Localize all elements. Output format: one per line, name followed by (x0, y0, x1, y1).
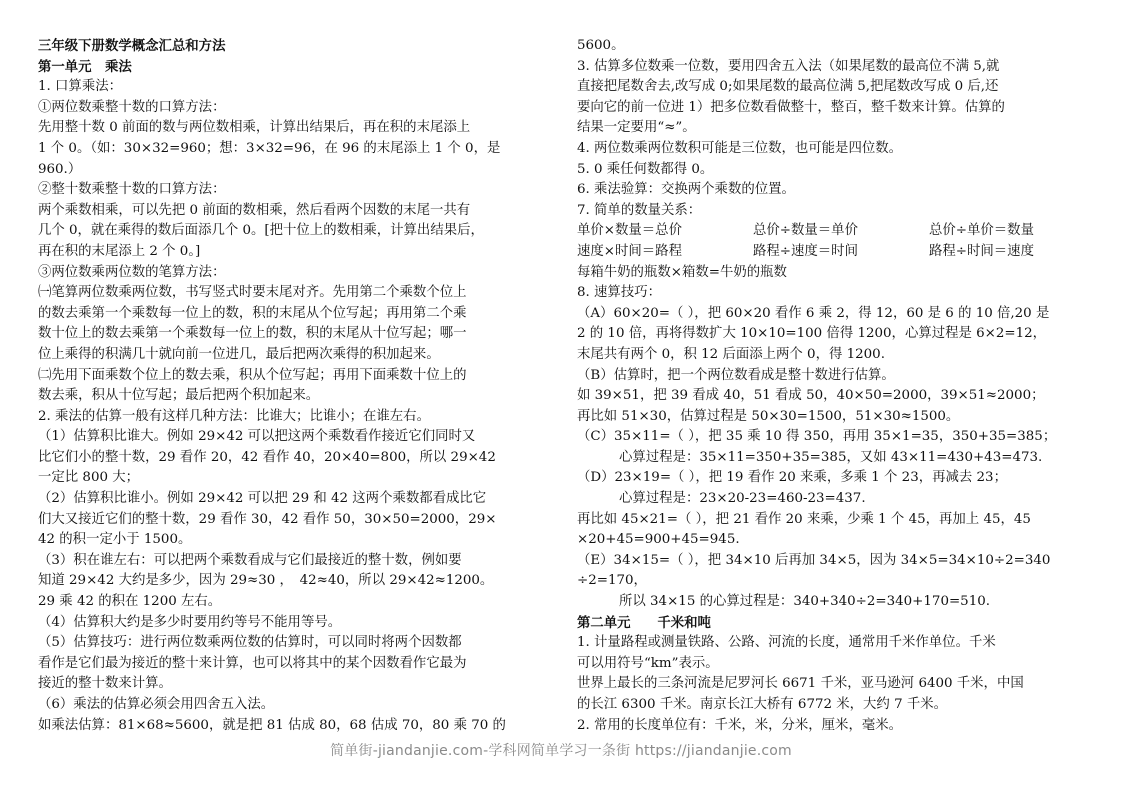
text-line: 1. 口算乘法： (38, 79, 122, 95)
text-line: （B）估算时，把一个两位数看成是整十数进行估算。 (577, 367, 895, 383)
right-column (577, 36, 1087, 736)
relation-row (577, 242, 1087, 263)
text-line: 直接把尾数舍去,改写成 0;如果尾数的最高位满 5,把尾数改写成 0 后,还 (577, 79, 999, 95)
text-line: 的数去乘第一个乘数每一位上的数，积的末尾从个位写起；再用第二个乘 (38, 305, 467, 321)
text-line: 要向它的前一位进 1）把多位数看做整十，整百，整千数来计算。估算的 (577, 99, 1005, 115)
text-line: 7. 简单的数量关系： (577, 202, 702, 218)
text-line: 960.） (38, 161, 82, 177)
text-line: 先用整十数 0 前面的数与两位数相乘，计算出结果后，再在积的末尾添上 (38, 120, 471, 136)
text-line: 几个 0，就在乘得的数后面添几个 0。[把十位上的数相乘，计算出结果后， (38, 223, 484, 239)
text-line: 比它们小的整十数，29 看作 20，42 看作 40，20×40=800，所以 29×42 (38, 449, 496, 465)
text-line: 2. 乘法的估算一般有这样几种方法：比谁大；比谁小；在谁左右。 (38, 408, 430, 424)
text-line: 再比如 51×30，估算过程是 50×30=1500，51×30≈1500。 (577, 408, 960, 424)
text-line: ③两位数乘两位数的笔算方法： (38, 264, 226, 280)
unit-two-heading: 第二单元 千米和吨 (577, 614, 711, 631)
text-line: 如 39×51，把 39 看成 40，51 看成 50，40×50=2000，39×51≈2000； (577, 388, 1045, 404)
text-line: 一定比 800 大； (38, 470, 140, 486)
text-line: 2. 常用的长度单位有：千米，米，分米，厘米，毫米。 (577, 717, 903, 733)
text-line: 们大又接近它们的整十数，29 看作 30，42 看作 50，30×50=2000，29× (38, 511, 497, 527)
footer-watermark: 简单街-jiandanjie.com-学科网简单学习一条街 https://jiandanjie.com (330, 743, 792, 759)
text-line: （D）23×19=（ ），把 19 看作 20 来乘，多乘 1 个 23，再减去 23； (577, 470, 1007, 486)
text-line: （1）估算积比谁大。例如 29×42 可以把这两个乘数看作接近它们同时又 (38, 429, 476, 445)
text-line: 末尾共有两个 0，积 12 后面添上两个 0，得 1200. (577, 346, 885, 362)
relation-formula: 单价×数量＝总价 (577, 223, 682, 239)
text-line: 所以 34×15 的心算过程是：340+340÷2=340+170=510. (619, 594, 990, 610)
relation-formula: 路程÷时间＝速度 (929, 243, 1034, 259)
text-line: 29 乘 42 的积在 1200 左右。 (38, 594, 222, 610)
text-line: 的长江 6300 千米。南京长江大桥有 6772 米，大约 7 千米。 (577, 697, 948, 712)
text-line: 8. 速算技巧： (577, 285, 661, 301)
text-line: （5）估算技巧：进行两位数乘两位数的估算时，可以同时将两个因数都 (38, 635, 462, 651)
relation-row (577, 221, 1087, 242)
relation-formula: 路程÷速度＝时间 (753, 243, 858, 259)
left-column (38, 36, 552, 736)
text-line: 4. 两位数乘两位数积可能是三位数，也可能是四位数。 (577, 140, 903, 156)
text-line: 42 的积一定小于 1500。 (38, 532, 192, 548)
text-line: 心算过程是：35×11=350+35=385，又如 43×11=430+43=473. (619, 449, 1043, 465)
text-line: （6）乘法的估算必须会用四舍五入法。 (38, 697, 275, 712)
text-line: （4）估算积大约是多少时要用约等号不能用等号。 (38, 614, 342, 630)
relation-formula: 总价÷数量＝单价 (753, 223, 858, 239)
text-line: ②整十数乘整十数的口算方法： (38, 182, 226, 198)
text-line: ×20+45=900+45=945. (577, 532, 740, 548)
text-line: 位上乘得的积满几十就向前一位进几，最后把两次乘得的积加起来。 (38, 346, 440, 362)
text-line: （A）60×20=（ ），把 60×20 看作 6 乘 2，得 12，60 是 6 的 10 倍,20 是 (577, 305, 1050, 321)
text-line: 看作是它们最为接近的整十来计算，也可以将其中的某个因数看作它最为 (38, 655, 467, 671)
text-line: 3. 估算多位数乘一位数，要用四舍五入法（如果尾数的最高位不满 5,就 (577, 58, 1000, 74)
text-line: ÷2=170， (577, 573, 647, 589)
text-line: 可以用符号“km”表示。 (577, 655, 719, 671)
text-line: 5. 0 乘任何数都得 0。 (577, 161, 714, 177)
text-line: 两个乘数相乘，可以先把 0 前面的数相乘，然后看两个因数的末尾一共有 (38, 202, 471, 218)
relation-formula: 速度×时间＝路程 (577, 243, 682, 259)
text-line: 数十位上的数去乘第一个乘数每一位上的数，积的末尾从十位写起；哪一 (38, 326, 467, 342)
unit-one-heading: 第一单元 乘法 (38, 58, 132, 75)
text-line: 1 个 0。（如：30×32=960；想：3×32=96，在 96 的末尾添上 1 个 0，是 (38, 140, 501, 156)
text-line: ①两位数乘整十数的口算方法： (38, 99, 226, 115)
text-line: 心算过程是：23×20-23=460-23=437. (619, 491, 866, 507)
text-line: 接近的整十数来计算。 (38, 676, 172, 692)
text-line: 世界上最长的三条河流是尼罗河长 6671 千米，亚马逊河 6400 千米，中国 (577, 676, 1024, 692)
document-title: 三年级下册数学概念汇总和方法 (38, 38, 226, 54)
text-line: ㈠笔算两位数乘两位数，书写竖式时要末尾对齐。先用第二个乘数个位上 (38, 285, 467, 301)
text-line: （E）34×15=（ ），把 34×10 后再加 34×5，因为 34×5=34×10÷2=340 (577, 552, 1051, 568)
text-line: （3）积在谁左右：可以把两个乘数看成与它们最接近的整十数，例如要 (38, 552, 462, 568)
text-line: 数去乘，积从十位写起；最后把两个积加起来。 (38, 388, 320, 404)
text-line: （C）35×11=（ ），把 35 乘 10 得 350，再用 35×1=35，350+35=385； (577, 429, 1057, 445)
text-line: 如乘法估算：81×68≈5600，就是把 81 估成 80，68 估成 70，80 乘 70 的 (38, 717, 506, 733)
text-line: 知道 29×42 大约是多少，因为 29≈30 ， 42≈40，所以 29×42≈1200。 (38, 573, 494, 589)
relation-formula: 总价÷单价＝数量 (929, 223, 1034, 239)
text-line: 结果一定要用“≈”。 (577, 120, 696, 136)
text-line: 1. 计量路程或测量铁路、公路、河流的长度，通常用千米作单位。千米 (577, 635, 996, 651)
text-line: 再比如 45×21=（ ），把 21 看作 20 来乘，少乘 1 个 45，再加上 45，45 (577, 511, 1031, 527)
text-line: 6. 乘法验算：交换两个乘数的位置。 (577, 182, 795, 198)
text-line: 5600。 (577, 38, 625, 53)
text-line: 每箱牛奶的瓶数×箱数=牛奶的瓶数 (577, 264, 787, 280)
text-line: 2 的 10 倍，再将得数扩大 10×10=100 倍得 1200，心算过程是 6×2=12， (577, 326, 1047, 342)
text-line: ㈡先用下面乘数个位上的数去乘，积从个位写起；再用下面乘数十位上的 (38, 367, 467, 383)
text-line: 再在积的末尾添上 2 个 0。] (38, 243, 201, 259)
text-line: （2）估算积比谁小。例如 29×42 可以把 29 和 42 这两个乘数都看成比它 (38, 491, 487, 507)
